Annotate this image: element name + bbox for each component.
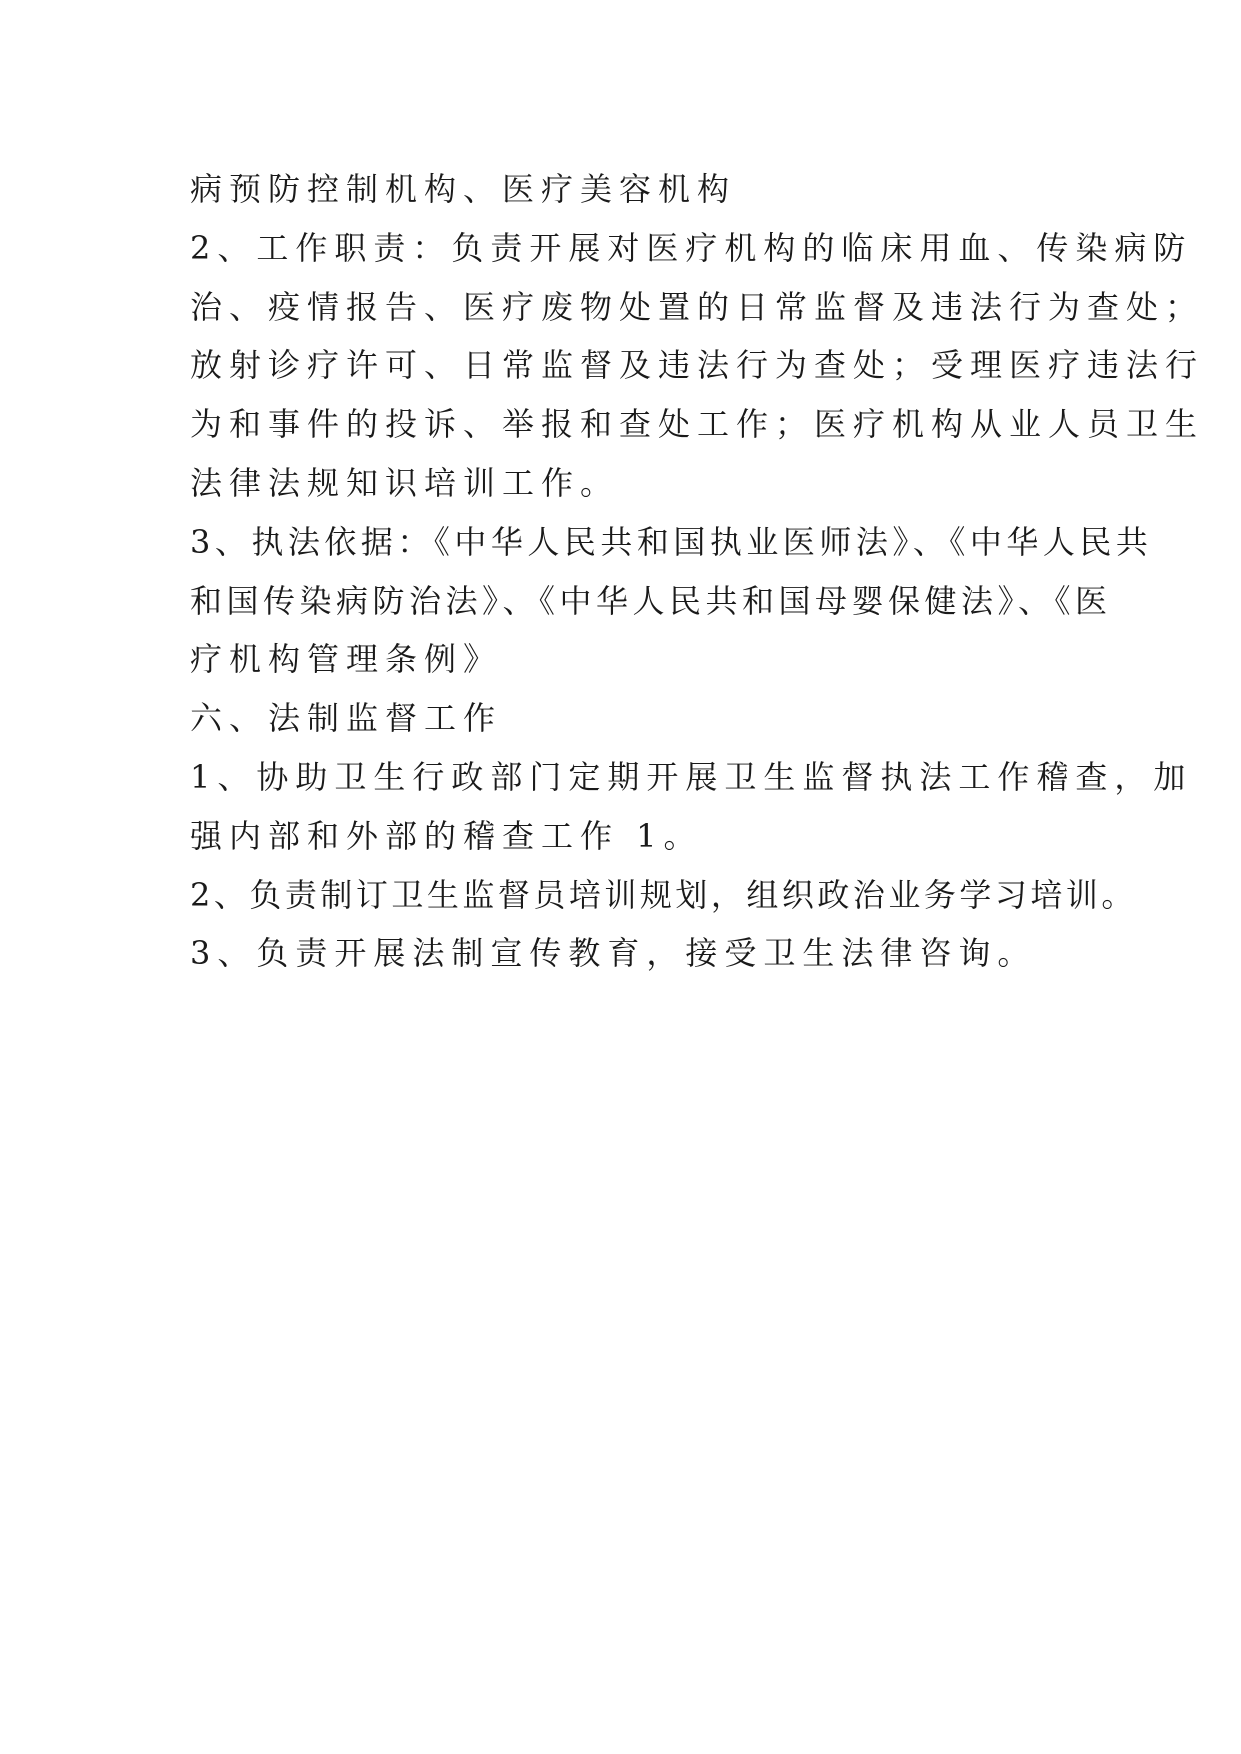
document-body <box>190 160 1205 983</box>
text-line: 放射诊疗许可、日常监督及违法行为查处；受理医疗违法行 <box>190 346 1205 385</box>
text-line: 为和事件的投诉、举报和查处工作；医疗机构从业人员卫生 <box>190 405 1205 444</box>
text-line: 2、工作职责：负责开展对医疗机构的临床用血、传染病防 <box>190 228 1193 267</box>
text-line: 3、执法依据：《中华人民共和国执业医师法》、《中华人民共 <box>190 522 1153 561</box>
text-line: 疗机构管理条例》 <box>190 640 503 679</box>
text-line: 强内部和外部的稽查工作 1。 <box>190 816 703 855</box>
text-line: 3、负责开展法制宣传教育，接受卫生法律咨询。 <box>190 934 1037 973</box>
text-line: 和国传染病防治法》、《中华人民共和国母婴保健法》、《医 <box>190 581 1112 620</box>
text-line: 病预防控制机构、医疗美容机构 <box>190 170 737 208</box>
text-line: 治、疫情报告、医疗废物处置的日常监督及违法行为查处； <box>190 287 1205 326</box>
text-line: 2、负责制订卫生监督员培训规划，组织政治业务学习培训。 <box>190 875 1137 914</box>
text-line: 法律法规知识培训工作。 <box>190 463 620 502</box>
text-line: 1、协助卫生行政部门定期开展卫生监督执法工作稽查，加 <box>190 757 1193 796</box>
section-heading: 六、法制监督工作 <box>190 699 503 738</box>
